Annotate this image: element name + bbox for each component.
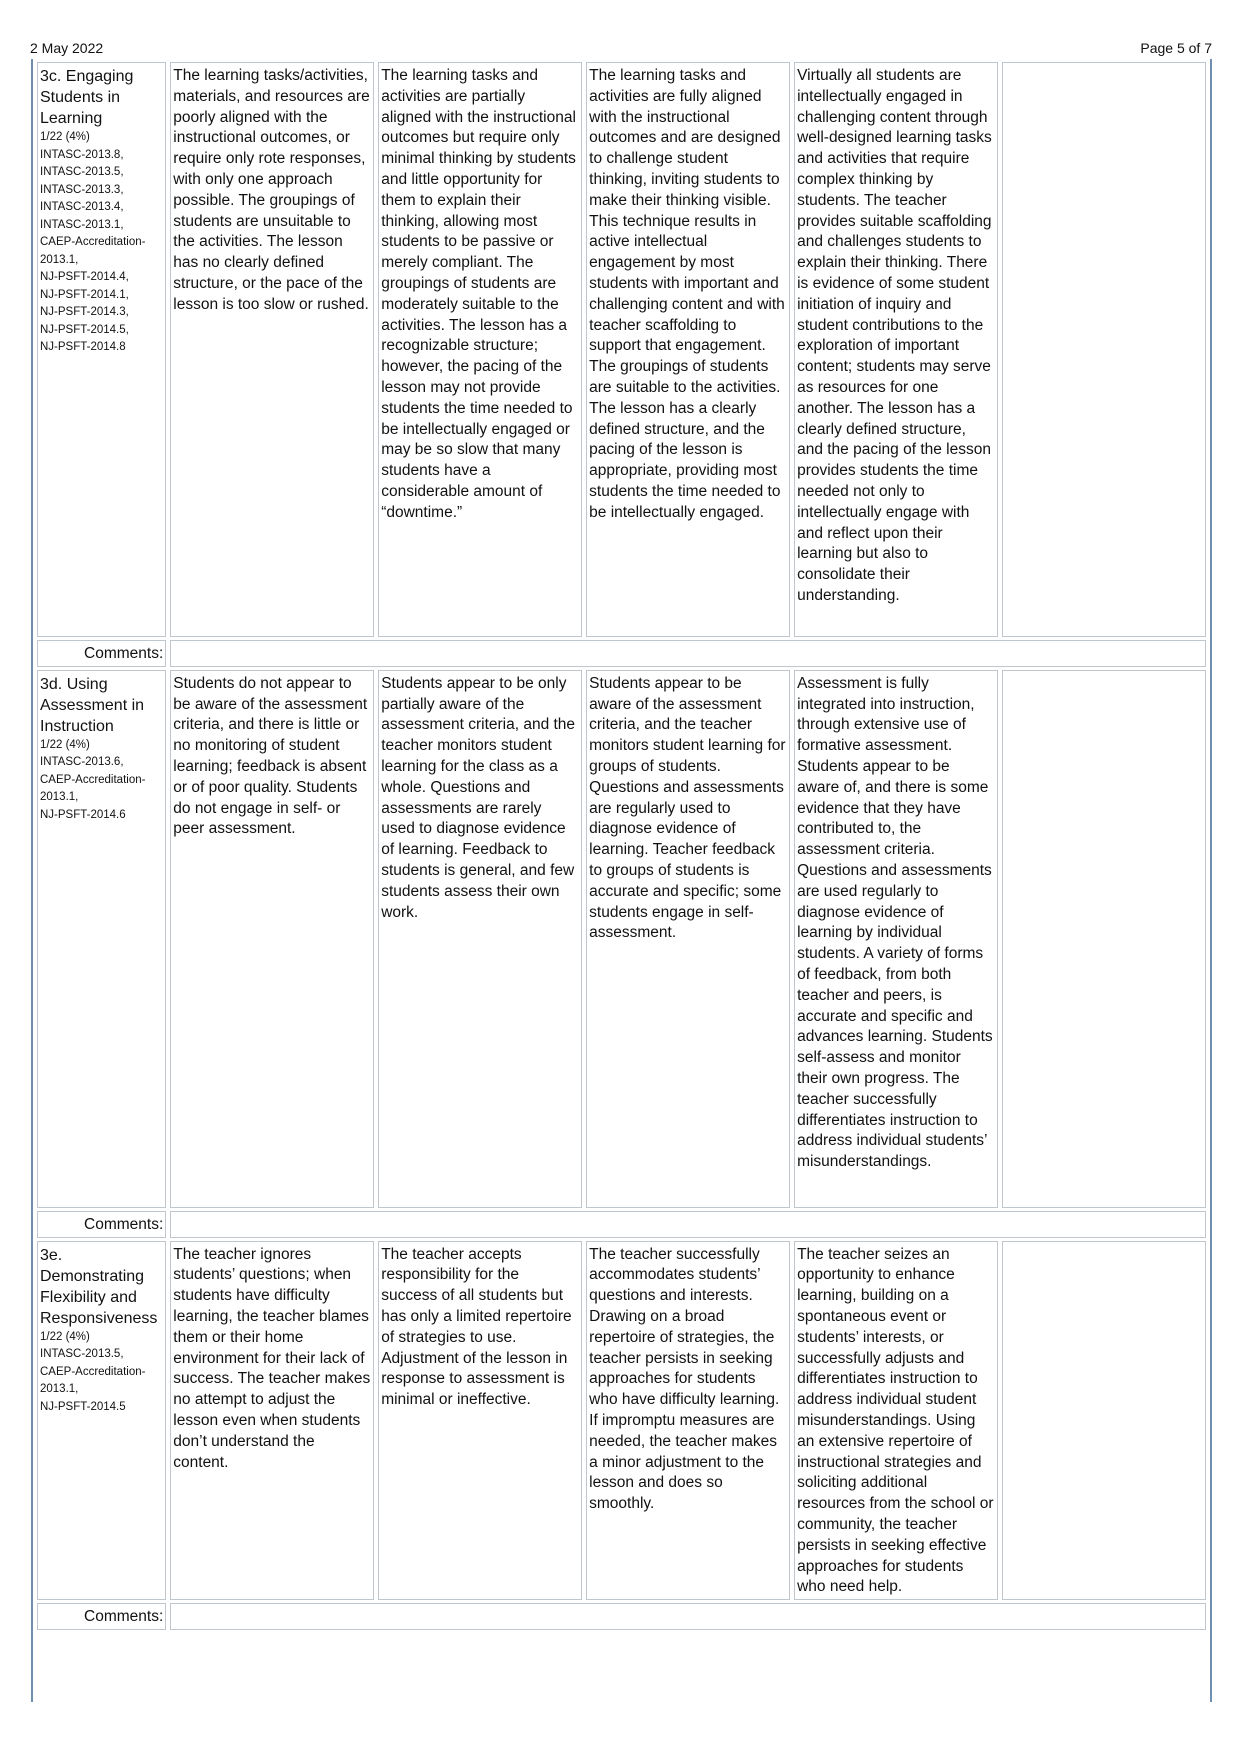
standard-code: CAEP-Accreditation-2013.1, (40, 236, 146, 266)
standard-code: NJ-PSFT-2014.8 (40, 341, 126, 353)
criterion-weight: 1/22 (4%) (40, 1330, 90, 1343)
standard-code: INTASC-2013.1, (40, 218, 124, 231)
standard-code: NJ-PSFT-2014.5 (40, 1400, 126, 1413)
standard-code: INTASC-2013.5, (40, 1348, 124, 1361)
comments-label: Comments: (37, 640, 166, 667)
level-cell-4-selected[interactable]: Virtually all students are intellectually engaged in challenging content through well-designed learning tasks and activities that require complex thinking by students. The teacher provides suitable scaffolding and challenges students to explain their thinking. There is evidence of some student initiation of inquiry and student contributions to the exploration of important content; students may serve as resources for one another. The lesson has a clearly defined structure, and the pacing of the lesson provides students the time needed not only to intellectually engage with and reflect upon their learning but also to consolidate their understanding. (794, 62, 998, 637)
level-cell-5[interactable] (1002, 670, 1206, 1208)
comments-field[interactable] (170, 640, 1206, 667)
component-row-3d (37, 670, 1206, 1208)
standard-code: INTASC-2013.8, (40, 148, 124, 161)
level-cell-1[interactable]: The teacher ignores students’ questions; when students have difficulty learning, the teacher blames them or their home environment for their lack of success. The teacher makes no attempt to adjust the lesson even when students don’t understand the content. (170, 1241, 374, 1601)
criterion-cell (37, 670, 166, 1208)
criterion-title: 3d. Using Assessment in Instruction (40, 675, 145, 735)
level-cell-3-selected[interactable]: Students appear to be aware of the assessment criteria, and the teacher monitors student learning for groups of students. Questions and assessments are regularly used to diagnose evidence of learning. Teacher feedback to groups of students is accurate and specific; some students engage in self-assessment. (586, 670, 790, 1208)
comments-row-3d (37, 1211, 1206, 1238)
level-cell-2[interactable]: The learning tasks and activities are partially aligned with the instructional outcomes but require only minimal thinking by students and little opportunity for them to explain their thinking, allowing most students to be passive or merely compliant. The groupings of students are moderately suitable to the activities. The lesson has a recognizable structure; however, the pacing of the lesson may not provide students the time needed to be intellectually engaged or may be so slow that many students have a considerable amount of “downtime.” (378, 62, 582, 637)
comments-row-3e (37, 1603, 1206, 1630)
standard-code: NJ-PSFT-2014.5, (40, 323, 129, 336)
level-cell-5[interactable] (1002, 62, 1206, 637)
level-cell-2[interactable]: Students appear to be only partially aware of the assessment criteria, and the teacher monitors student learning for the class as a whole. Questions and assessments are rarely used to diagnose evidence of learning. Feedback to students is general, and few students assess their own work. (378, 670, 582, 1208)
standard-code: INTASC-2013.4, (40, 201, 124, 213)
page-date: 2 May 2022 (30, 40, 104, 56)
standard-code: NJ-PSFT-2014.4, (40, 271, 129, 283)
comments-field[interactable] (170, 1211, 1206, 1238)
component-row-3e (37, 1241, 1206, 1601)
criterion-title: 3c. Engaging Students in Learning (40, 68, 134, 127)
page-number: Page 5 of 7 (1140, 40, 1212, 56)
criterion-weight: 1/22 (4%) (40, 131, 90, 143)
level-cell-3[interactable]: The learning tasks and activities are fully aligned with the instructional outcomes and are designed to challenge student thinking, inviting students to make their thinking visible. This technique results in active intellectual engagement by most students with important and challenging content and with teacher scaffolding to support that engagement. The groupings of students are suitable to the activities. The lesson has a clearly defined structure, and the pacing of the lesson is appropriate, providing most students the time needed to be intellectually engaged. (586, 62, 790, 637)
standard-code: CAEP-Accreditation-2013.1, (40, 1365, 146, 1396)
level-cell-1[interactable]: Students do not appear to be aware of the assessment criteria, and there is little or no monitoring of student learning; feedback is absent or of poor quality. Students do not engage in self- or peer assessment. (170, 670, 374, 1208)
rubric-table (33, 59, 1210, 1633)
standard-code: NJ-PSFT-2014.3, (40, 306, 129, 318)
comments-field[interactable] (170, 1603, 1206, 1630)
standard-code: CAEP-Accreditation-2013.1, (40, 773, 146, 804)
standard-code: INTASC-2013.6, (40, 756, 124, 769)
standard-code: NJ-PSFT-2014.6 (40, 808, 126, 821)
comments-row-3c (37, 640, 1206, 667)
criterion-weight: 1/22 (4%) (40, 738, 90, 751)
criterion-title: 3e. Demonstrating Flexibility and Responsiveness (40, 1246, 158, 1327)
standard-code: INTASC-2013.3, (40, 183, 124, 196)
comments-label: Comments: (37, 1603, 166, 1630)
level-cell-1[interactable]: The learning tasks/activities, materials, and resources are poorly aligned with the instructional outcomes, or require only rote responses, with only one approach possible. The groupings of students are unsuitable to the activities. The lesson has no clearly defined structure, or the pace of the lesson is too slow or rushed. (170, 62, 374, 637)
level-cell-4[interactable]: Assessment is fully integrated into instruction, through extensive use of formative assessment. Students appear to be aware of, and there is some evidence that they have contributed to, the assessment criteria. Questions and assessments are used regularly to diagnose evidence of learning by individual students. A variety of forms of feedback, from both teacher and peers, is accurate and specific and advances learning. Students self-assess and monitor their own progress. The teacher successfully differentiates instruction to address individual students’ misunderstandings. (794, 670, 998, 1208)
criterion-cell (37, 1241, 166, 1601)
component-row-3c (37, 62, 1206, 637)
level-cell-5[interactable] (1002, 1241, 1206, 1601)
standard-code: INTASC-2013.5, (40, 166, 124, 178)
standard-code: NJ-PSFT-2014.1, (40, 288, 129, 301)
level-cell-3-selected[interactable]: The teacher successfully accommodates students’ questions and interests. Drawing on a broad repertoire of strategies, the teacher persists in seeking approaches for students who have difficulty learning. If impromptu measures are needed, the teacher makes a minor adjustment to the lesson and does so smoothly. (586, 1241, 790, 1601)
level-cell-4[interactable]: The teacher seizes an opportunity to enhance learning, building on a spontaneous event or students’ interests, or successfully adjusts and differentiates instruction to address individual student misunderstandings. Using an extensive repertoire of instructional strategies and soliciting additional resources from the school or community, the teacher persists in seeking effective approaches for students who need help. (794, 1241, 998, 1601)
criterion-cell (37, 62, 166, 637)
level-cell-2[interactable]: The teacher accepts responsibility for the success of all students but has only a limited repertoire of strategies to use. Adjustment of the lesson in response to assessment is minimal or ineffective. (378, 1241, 582, 1601)
comments-label: Comments: (37, 1211, 166, 1238)
